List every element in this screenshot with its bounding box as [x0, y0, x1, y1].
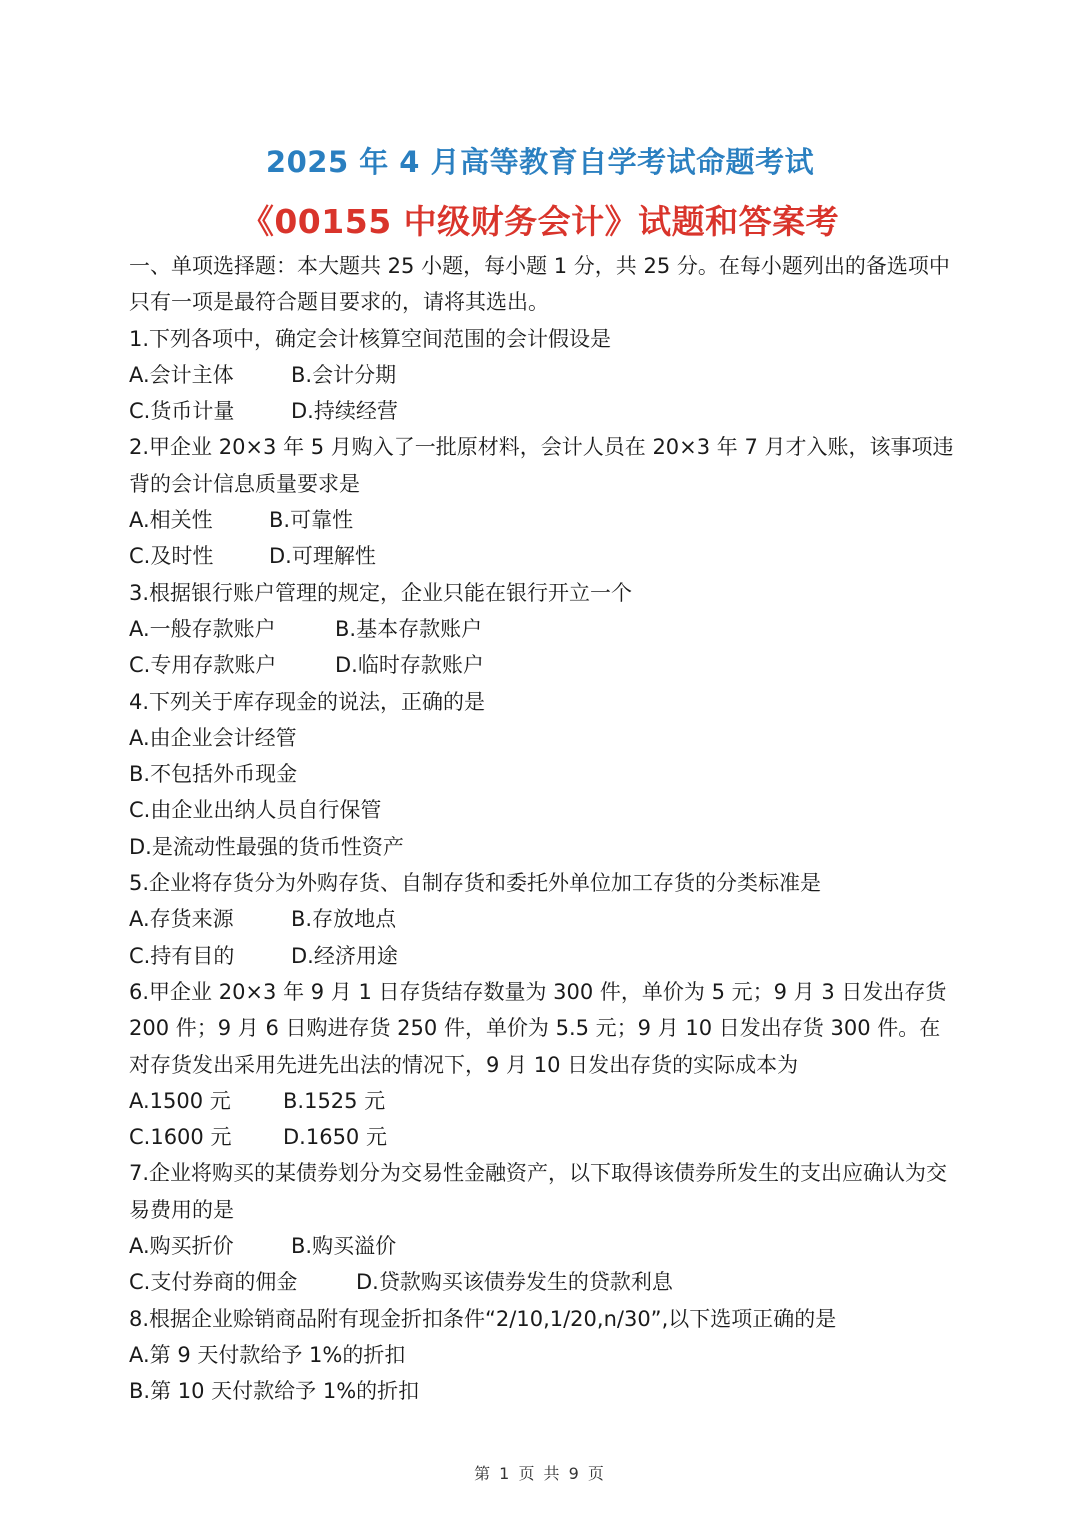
- option: A.相关性: [129, 508, 213, 533]
- option: D.持续经营: [291, 399, 398, 424]
- option-row: [129, 1083, 959, 1119]
- question-stem: 3.根据银行账户管理的规定，企业只能在银行开立一个: [129, 580, 633, 605]
- option: C.由企业出纳人员自行保管: [129, 798, 382, 823]
- option: A.1500 元: [129, 1088, 231, 1113]
- option: C.1600 元: [129, 1125, 232, 1150]
- option: B.1525 元: [283, 1088, 386, 1113]
- option: A.存货来源: [129, 907, 234, 932]
- option: A.会计主体: [129, 362, 234, 387]
- option: C.持有目的: [129, 943, 235, 968]
- question-stem: 6.甲企业 20×3 年 9 月 1 日存货结存数量为 300 件，单价为 5 元；9 月 3 日发出存货 200 件；9 月 6 日购进存货 250 件，单价为 5.5 元；9 月 10 日发出存货 300 件。在对存货发出采用先进先出法的情况下，9 月 10 日发出存货的实际成本为: [129, 979, 947, 1077]
- option: B.可靠性: [269, 508, 354, 533]
- question-stem: 8.根据企业赊销商品附有现金折扣条件“2/10,1/20,n/30”,以下选项正确的是: [129, 1306, 837, 1331]
- exam-content: [129, 248, 959, 1410]
- option-row: [129, 901, 959, 937]
- question-stem: 4.下列关于库存现金的说法，正确的是: [129, 689, 486, 714]
- option: A.第 9 天付款给予 1%的折扣: [129, 1342, 406, 1367]
- document-title: 2025 年 4 月高等教育自学考试命题考试: [265, 145, 815, 179]
- option: C.货币计量: [129, 399, 235, 424]
- option: C.支付券商的佣金: [129, 1270, 298, 1295]
- option: A.一般存款账户: [129, 616, 276, 641]
- option: B.会计分期: [291, 362, 397, 387]
- option: D.临时存款账户: [335, 653, 484, 678]
- option: B.基本存款账户: [335, 616, 483, 641]
- option: D.可理解性: [269, 544, 376, 569]
- option: B.购买溢价: [291, 1234, 397, 1259]
- question-stem: 5.企业将存货分为外购存货、自制存货和委托外单位加工存货的分类标准是: [129, 871, 822, 896]
- option: D.是流动性最强的货币性资产: [129, 834, 404, 859]
- option-row: [129, 647, 959, 683]
- option-row: [129, 611, 959, 647]
- option: A.购买折价: [129, 1234, 234, 1259]
- document-subtitle: 《00155 中级财务会计》试题和答案考: [240, 202, 840, 241]
- question-stem: 1.下列各项中，确定会计核算空间范围的会计假设是: [129, 326, 612, 351]
- option: B.不包括外币现金: [129, 762, 298, 787]
- option-row: [129, 938, 959, 974]
- question-stem: 2.甲企业 20×3 年 5 月购入了一批原材料，会计人员在 20×3 年 7 月才入账，该事项违背的会计信息质量要求是: [129, 435, 954, 496]
- option: C.专用存款账户: [129, 653, 277, 678]
- option-row: [129, 502, 959, 538]
- section-intro: 一、单项选择题：本大题共 25 小题，每小题 1 分，共 25 分。在每小题列出的备选项中只有一项是最符合题目要求的，请将其选出。: [129, 254, 950, 315]
- option: C.及时性: [129, 544, 214, 569]
- question-stem: 7.企业将购买的某债券划分为交易性金融资产，以下取得该债券所发生的支出应确认为交易费用的是: [129, 1161, 948, 1222]
- option: B.第 10 天付款给予 1%的折扣: [129, 1379, 420, 1404]
- option-row: [129, 393, 959, 429]
- option: D.贷款购买该债券发生的贷款利息: [356, 1270, 673, 1295]
- option: D.经济用途: [291, 943, 398, 968]
- option: A.由企业会计经管: [129, 725, 297, 750]
- option-row: [129, 1119, 959, 1155]
- page-number: 第 1 页 共 9 页: [474, 1464, 606, 1483]
- option-row: [129, 1264, 959, 1300]
- option-row: [129, 1228, 959, 1264]
- option-row: [129, 538, 959, 574]
- option: D.1650 元: [283, 1125, 387, 1150]
- option: B.存放地点: [291, 907, 397, 932]
- option-row: [129, 357, 959, 393]
